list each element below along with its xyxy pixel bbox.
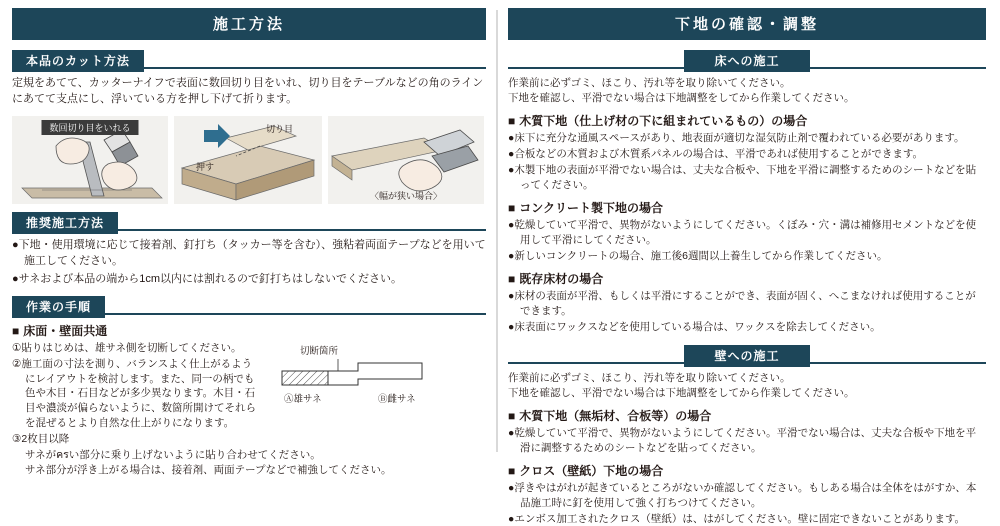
male-sane-label: Ⓐ雄サネ (284, 393, 322, 405)
subheader-floor-label: 床への施工 (684, 50, 809, 72)
list-item: ●床下に充分な通風スペースがあり、地表面が適切な湿気防止剤で覆われている必要があります。 (508, 132, 965, 145)
cut-location-label: 切断箇所 (300, 345, 339, 357)
floor-group-title-label: 既存床材の場合 (519, 271, 604, 286)
square-bullet-icon: ■ (508, 463, 516, 478)
right-column (498, 0, 998, 525)
list-item: ●合板などの木質および木質系パネルの場合は、平滑であれば使用することができます。 (508, 148, 924, 161)
fig-score-lines-caption: 数回切り目をいれる (41, 120, 138, 135)
sane-joint-diagram (272, 345, 472, 407)
wall-group-title (508, 407, 986, 424)
subheader-floor (508, 50, 986, 69)
recommend-item: ●下地・使用環境に応じて接着剤、釘打ち（タッカー等を含む）、強粘着両面テープなどを用いて施工してください。 (12, 238, 486, 267)
list-item: ●乾燥していて平滑で、異物がないようにしてください。平滑でない場合は、丈夫な合板や下地を平滑に調整するためのシートなどを貼ってください。 (508, 426, 977, 454)
cut-method-figures (12, 116, 486, 204)
cut-method-text: 定規をあてて、カッターナイフで表面に数回切り目をいれ、切り目をテーブルなどの角のラインにあてて支点にし、浮いている方を押し下げて折ります。 (12, 77, 484, 105)
floor-intro-line: 作業前に必ずゴミ、ほこり、汚れ等を取り除いてください。 (508, 77, 791, 89)
right-section-title: 下地の確認・調整 (508, 8, 986, 40)
left-column (0, 0, 496, 476)
subheader-recommended-method (12, 212, 486, 231)
list-item: ●床材の表面が平滑、もしくは平滑にすることができ、表面が固く、へこまなければ使用することができます。 (508, 289, 976, 317)
floor-group-title (508, 112, 986, 129)
list-item: ●エンボス加工されたクロス（壁紙）は、はがしてください。壁に固定できないことがあります。 (508, 512, 966, 525)
fig-press-label: 押す (196, 161, 215, 172)
square-bullet-icon: ■ (508, 408, 516, 423)
list-item: ●新しいコンクリートの場合、施工後6週間以上養生してから作業してください。 (508, 249, 888, 262)
floor-group-title (508, 199, 986, 216)
fig-narrow-width (328, 116, 484, 204)
wall-group-title-label: 木質下地（無垢材、合板等）の場合 (519, 408, 712, 423)
subheader-cut-method (12, 50, 486, 69)
subheader-wall (508, 345, 986, 364)
list-item: ②施工面の寸法を測り、バランスよく仕上がるようにレイアウトを検討します。また、同一の柄でも色や木目・石目などが多少異なります。木目・石目や濃淡が偏らないように、数箇所開けてそれらを混ぜるとより自然な仕上がりになります。 (12, 357, 256, 430)
wall-group-title (508, 462, 986, 479)
wall-intro-line: 作業前に必ずゴミ、ほこり、汚れ等を取り除いてください。 (508, 371, 791, 384)
fig-press-fold (174, 116, 322, 204)
step3-detail: サネ部分が浮き上がる場合は、接着剤、両面テープなどで補強してください。 (25, 463, 392, 476)
work-steps-list-column (12, 341, 262, 448)
subheader-wall-label: 壁への施工 (684, 345, 809, 367)
square-bullet-icon: ■ (12, 323, 20, 338)
list-item: ①貼りはじめは、雄サネ側を切断してください。 (12, 341, 242, 354)
list-item: ●乾燥していて平滑で、異物がないようにしてください。くぼみ・穴・溝は補修用セメントなどを使用して平滑にしてください。 (508, 219, 977, 246)
work-steps-subtitle (12, 322, 486, 339)
floor-group-title (508, 270, 986, 287)
fig-narrow-width-caption: 〈幅が狭い場合〉 (369, 190, 443, 201)
floor-group-title-label: 木質下地（仕上げ材の下に組まれているもの）の場合 (519, 114, 808, 129)
wall-group-title-label: クロス（壁紙）下地の場合 (519, 463, 664, 478)
work-steps-list (12, 341, 262, 447)
left-section-title: 施工方法 (12, 8, 486, 40)
step3-detail: サネがครい部分に乗り上げないように貼り合わせてください。 (25, 449, 321, 462)
work-steps-diagram-column (262, 341, 486, 448)
female-sane-label: Ⓑ雌サネ (378, 393, 416, 405)
fig-cutline-label: 切り目 (266, 123, 294, 134)
list-item: ●木製下地の表面が平滑でない場合は、丈夫な合板や、下地を平滑に調整するためのシートなどを貼ってください。 (508, 164, 977, 192)
wall-group-items (508, 481, 986, 526)
subheader-work-steps (12, 296, 486, 315)
list-item: ●浮きやはがれが起きているところがないか確認してください。もしある場合は全体をはがすか、本品施工時に釘を使用して強く打ちつけてください。 (508, 481, 977, 509)
wall-intro-line: 下地を確認し、平滑でない場合は下地調整をしてから作業してください。 (508, 386, 855, 399)
work-steps-body (12, 341, 486, 448)
recommend-item: ●サネおよび本品の端から1cm以内には割れるので釘打ちはしないでください。 (12, 272, 402, 285)
square-bullet-icon: ■ (508, 271, 516, 286)
wall-group-items (508, 426, 986, 456)
floor-group-items (508, 218, 986, 264)
floor-group-items (508, 131, 986, 193)
work-steps-subtitle-label: 床面・壁面共通 (23, 323, 108, 338)
fig-score-lines (12, 116, 168, 204)
square-bullet-icon: ■ (508, 114, 516, 129)
list-item: ●床表面にワックスなどを使用している場合は、ワックスを除去してください。 (508, 320, 881, 333)
subheader-cut-method-label: 本品のカット方法 (12, 50, 144, 72)
subheader-work-steps-label: 作業の手順 (12, 296, 105, 318)
square-bullet-icon: ■ (508, 201, 516, 216)
list-item: ③2枚目以降 (12, 433, 70, 446)
subheader-recommended-method-label: 推奨施工方法 (12, 212, 118, 234)
floor-intro-line: 下地を確認し、平滑でない場合は下地調整をしてから作業してください。 (508, 92, 855, 105)
floor-group-title-label: コンクリート製下地の場合 (519, 201, 664, 216)
floor-group-items (508, 289, 986, 335)
